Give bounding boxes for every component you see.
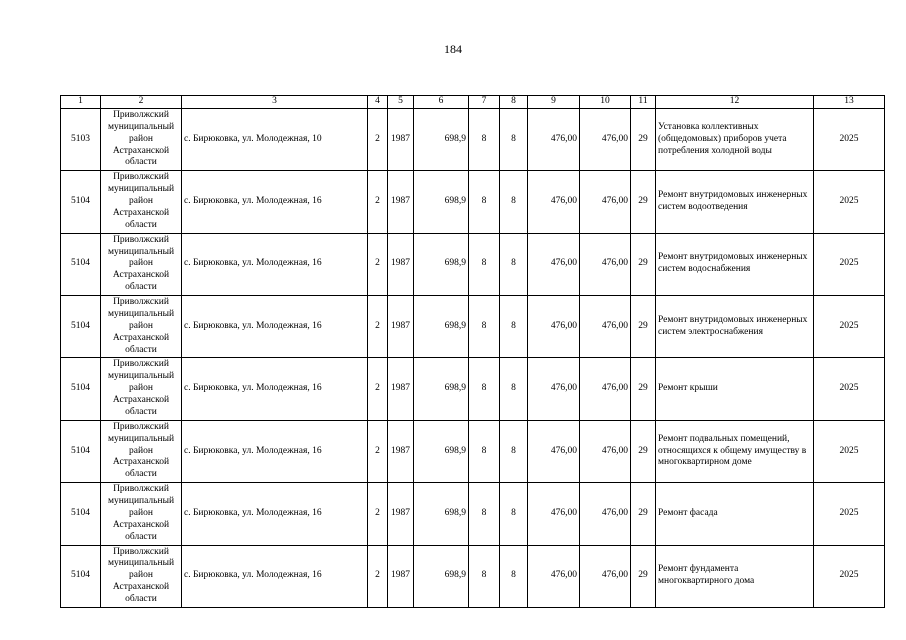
table-cell: 698,9 <box>414 483 469 545</box>
table-cell: 2 <box>368 545 388 607</box>
table-cell: 2 <box>368 483 388 545</box>
table-cell: 476,00 <box>528 171 580 233</box>
column-header: 6 <box>414 96 469 109</box>
table-cell: 5104 <box>61 483 101 545</box>
table-cell: 8 <box>469 545 500 607</box>
table-cell: Приволжский муниципальный район Астраханской области <box>101 171 182 233</box>
table-cell: 8 <box>500 171 528 233</box>
table-cell: 698,9 <box>414 420 469 482</box>
table-cell: 2025 <box>814 171 885 233</box>
table-cell: 2025 <box>814 420 885 482</box>
table-cell: 29 <box>631 171 656 233</box>
table-cell: с. Бирюковка, ул. Молодежная, 16 <box>182 296 368 358</box>
table-cell: Ремонт внутридомовых инженерных систем электроснабжения <box>656 296 814 358</box>
table-cell: 8 <box>469 108 500 170</box>
table-cell: с. Бирюковка, ул. Молодежная, 16 <box>182 233 368 295</box>
table-cell: 476,00 <box>528 108 580 170</box>
table-cell: 476,00 <box>580 171 631 233</box>
table-header-row <box>61 96 885 109</box>
table-cell: 8 <box>500 233 528 295</box>
table-cell: 29 <box>631 483 656 545</box>
table-cell: 8 <box>500 483 528 545</box>
table-cell: Ремонт внутридомовых инженерных систем водоотведения <box>656 171 814 233</box>
table-cell: 2025 <box>814 233 885 295</box>
table-cell: 2 <box>368 296 388 358</box>
table-cell: Приволжский муниципальный район Астраханской области <box>101 108 182 170</box>
table-cell: 476,00 <box>528 358 580 420</box>
table-row <box>61 483 885 545</box>
page-number: 184 <box>444 42 462 56</box>
table-cell: 2025 <box>814 358 885 420</box>
column-header: 9 <box>528 96 580 109</box>
table-cell: 698,9 <box>414 358 469 420</box>
table-cell: 698,9 <box>414 233 469 295</box>
table-cell: Приволжский муниципальный район Астраханской области <box>101 358 182 420</box>
table-cell: 2 <box>368 171 388 233</box>
table-cell: 476,00 <box>528 545 580 607</box>
column-header: 12 <box>656 96 814 109</box>
table-cell: 8 <box>500 108 528 170</box>
column-header: 2 <box>101 96 182 109</box>
table-cell: 1987 <box>388 483 414 545</box>
table-cell: 1987 <box>388 233 414 295</box>
table-cell: Ремонт внутридомовых инженерных систем водоснабжения <box>656 233 814 295</box>
table-row <box>61 545 885 607</box>
table-cell: Ремонт подвальных помещений, относящихся к общему имуществу в многоквартирном доме <box>656 420 814 482</box>
table-cell: 476,00 <box>528 420 580 482</box>
table-cell: 476,00 <box>580 233 631 295</box>
table-cell: 8 <box>469 171 500 233</box>
table-cell: 1987 <box>388 420 414 482</box>
column-header: 8 <box>500 96 528 109</box>
table-cell: 8 <box>469 420 500 482</box>
column-header: 10 <box>580 96 631 109</box>
table-cell: 1987 <box>388 358 414 420</box>
table-cell: с. Бирюковка, ул. Молодежная, 16 <box>182 171 368 233</box>
table-cell: 476,00 <box>580 358 631 420</box>
column-header: 1 <box>61 96 101 109</box>
table-cell: с. Бирюковка, ул. Молодежная, 16 <box>182 483 368 545</box>
column-header: 11 <box>631 96 656 109</box>
table-cell: Приволжский муниципальный район Астраханской области <box>101 296 182 358</box>
table-cell: Установка коллективных (общедомовых) приборов учета потребления холодной воды <box>656 108 814 170</box>
table-cell: Приволжский муниципальный район Астраханской области <box>101 545 182 607</box>
table-cell: 8 <box>500 420 528 482</box>
table-cell: 5104 <box>61 233 101 295</box>
table-cell: Ремонт крыши <box>656 358 814 420</box>
table-cell: 1987 <box>388 171 414 233</box>
table-cell: 2 <box>368 420 388 482</box>
table-row <box>61 296 885 358</box>
table-cell: 698,9 <box>414 171 469 233</box>
table-cell: 2025 <box>814 296 885 358</box>
table-cell: Приволжский муниципальный район Астраханской области <box>101 233 182 295</box>
table-cell: с. Бирюковка, ул. Молодежная, 16 <box>182 358 368 420</box>
table-cell: 476,00 <box>528 483 580 545</box>
table-cell: 476,00 <box>580 296 631 358</box>
table-row <box>61 171 885 233</box>
table-cell: 476,00 <box>528 233 580 295</box>
table-row <box>61 108 885 170</box>
table-row <box>61 358 885 420</box>
table-cell: 8 <box>469 358 500 420</box>
table-cell: 2 <box>368 108 388 170</box>
table-cell: 476,00 <box>580 108 631 170</box>
table-cell: Приволжский муниципальный район Астраханской области <box>101 420 182 482</box>
table-cell: 1987 <box>388 108 414 170</box>
table-cell: 476,00 <box>528 296 580 358</box>
table-cell: 2 <box>368 358 388 420</box>
table-cell: 8 <box>500 358 528 420</box>
table-cell: 5103 <box>61 108 101 170</box>
table-cell: Ремонт фасада <box>656 483 814 545</box>
table-cell: 8 <box>469 483 500 545</box>
table-cell: 8 <box>500 296 528 358</box>
table-cell: 29 <box>631 233 656 295</box>
table-cell: 29 <box>631 545 656 607</box>
table-cell: с. Бирюковка, ул. Молодежная, 16 <box>182 420 368 482</box>
table-cell: 8 <box>500 545 528 607</box>
column-header: 7 <box>469 96 500 109</box>
table-cell: 29 <box>631 108 656 170</box>
table-cell: 8 <box>469 233 500 295</box>
table-cell: 5104 <box>61 171 101 233</box>
table-cell: 698,9 <box>414 108 469 170</box>
table-cell: 698,9 <box>414 545 469 607</box>
table-cell: Приволжский муниципальный район Астраханской области <box>101 483 182 545</box>
repair-program-table <box>60 95 885 608</box>
table-cell: 2025 <box>814 545 885 607</box>
table-cell: 5104 <box>61 358 101 420</box>
table-header <box>61 96 885 109</box>
table-cell: 5104 <box>61 545 101 607</box>
table-cell: Ремонт фундамента многоквартирного дома <box>656 545 814 607</box>
table-cell: 2025 <box>814 108 885 170</box>
table-cell: 2025 <box>814 483 885 545</box>
table-cell: 29 <box>631 358 656 420</box>
table-cell: 2 <box>368 233 388 295</box>
table-cell: 8 <box>469 296 500 358</box>
table-cell: 29 <box>631 420 656 482</box>
table-cell: 476,00 <box>580 420 631 482</box>
table-cell: с. Бирюковка, ул. Молодежная, 10 <box>182 108 368 170</box>
table-cell: 5104 <box>61 296 101 358</box>
table-cell: 5104 <box>61 420 101 482</box>
column-header: 13 <box>814 96 885 109</box>
table-cell: с. Бирюковка, ул. Молодежная, 16 <box>182 545 368 607</box>
table-row <box>61 233 885 295</box>
table-cell: 698,9 <box>414 296 469 358</box>
table-body <box>61 108 885 607</box>
column-header: 3 <box>182 96 368 109</box>
table-cell: 29 <box>631 296 656 358</box>
table-cell: 476,00 <box>580 545 631 607</box>
table-cell: 1987 <box>388 296 414 358</box>
column-header: 4 <box>368 96 388 109</box>
table-row <box>61 420 885 482</box>
column-header: 5 <box>388 96 414 109</box>
table-cell: 1987 <box>388 545 414 607</box>
table-cell: 476,00 <box>580 483 631 545</box>
